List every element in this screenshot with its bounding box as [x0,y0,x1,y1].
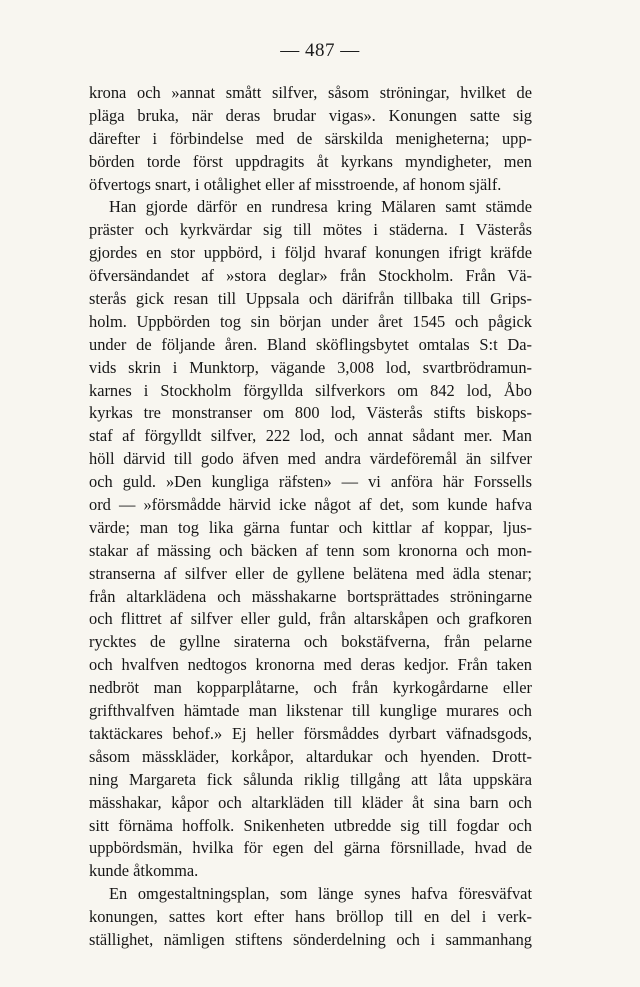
text-line: ställighet, nämligen stiftens sönderdelning och i sammanhang [89,929,532,949]
text-line: öfvertogs snart, i otålighet eller af misstroende, af honom själf. [89,174,502,194]
text-line: ord — »försmådde härvid icke något af det, som kunde hafva [89,495,532,515]
text-line: mässhakar, kåpor och altarkläden till kläder åt sina barn och [89,792,532,812]
body-text [89,82,532,952]
text-line: börden torde först uppdragits åt kyrkans myndigheter, men [89,151,532,171]
text-line: och guld. »Den kungliga räfsten» — vi anföra här Forssells [89,472,532,492]
text-line: karnes i Stockholm förgyllda silfverkors om 842 lod, Åbo [89,380,532,400]
text-line: ning Margareta fick sålunda riklig tillgång att låta uppskära [89,769,532,789]
text-line: stakar af mässing och bäcken af tenn som kronorna och mon- [89,540,532,560]
text-line: staf af förgylldt silfver, 222 lod, och annat sådant mer. Man [89,426,532,446]
text-line: En omgestaltningsplan, som länge synes hafva föresväfvat [109,884,532,904]
text-line: kunde åtkomma. [89,861,199,881]
text-line: under de följande åren. Bland sköflingsbytet omtalas S:t Da- [89,334,532,354]
text-line: taktäckares behof.» Ej heller försmåddes dyrbart väfnadsgods, [89,723,532,743]
text-line: grifthvalfven hämtade man likstenar till kunglige murares och [89,701,532,721]
text-line: stranserna af silfver eller de gyllene belätena med ädla stenar; [89,563,532,583]
text-line: krona och »annat smått silfver, såsom ströningar, hvilket de [89,83,532,102]
text-line: sitt förnäma hoffolk. Snikenheten utbredde sig till fogdar och [89,815,532,835]
text-line: rycktes de gyllne siraterna och bokstäfverna, från pelarne [89,632,532,652]
text-line: sterås gick resan till Uppsala och därifrån tillbaka till Grips- [89,289,532,309]
text-line: öfversändandet af »stora deglar» från Stockholm. Från Vä- [89,266,532,286]
text-line: och hvalfven nedtogos kronorna med deras kedjor. Från taken [89,655,532,675]
text-line: holm. Uppbörden tog sin början under året 1545 och pågick [89,311,532,331]
text-line: höll därvid till godo äfven med andra värdeföremål än silfver [89,449,532,469]
text-line: konungen, sattes kort efter hans bröllop till en del i verk- [89,907,532,927]
text-line: gjordes en stor uppbörd, i följd hvaraf konungen ifrigt kräfde [89,243,532,263]
text-line: Han gjorde därför en rundresa kring Mälaren samt stämde [109,197,532,217]
text-line: vids skrin i Munktorp, vägande 3,008 lod, svartbrödramun- [89,357,532,377]
text-line: präster och kyrkvärdar sig till mötes i städerna. I Västerås [89,220,532,240]
text-line: såsom mässkläder, korkåpor, altardukar och hyenden. Drott- [89,746,532,766]
text-line: och flittret af silfver eller guld, från altarskåpen och grafkoren [89,609,532,629]
text-line: därefter i förbindelse med de särskilda menigheterna; upp- [89,128,532,148]
page-number: — 487 — [280,40,360,61]
text-line: värde; man tog lika gärna funtar och kittlar af koppar, ljus- [89,517,532,537]
text-line: pläga bruka, när deras brudar vigas». Konungen satte sig [89,105,532,125]
text-line: nedbröt man kopparplåtarne, och från kyrkogårdarne eller [89,678,532,698]
text-line: från altarklädena och mässhakarne bortsprättades ströningarne [89,586,532,606]
text-line: uppbördsmän, hvilka för egen del gärna försnillade, hvad de [89,838,532,858]
text-line: kyrkas tre monstranser om 800 lod, Västerås stifts biskops- [89,403,532,423]
